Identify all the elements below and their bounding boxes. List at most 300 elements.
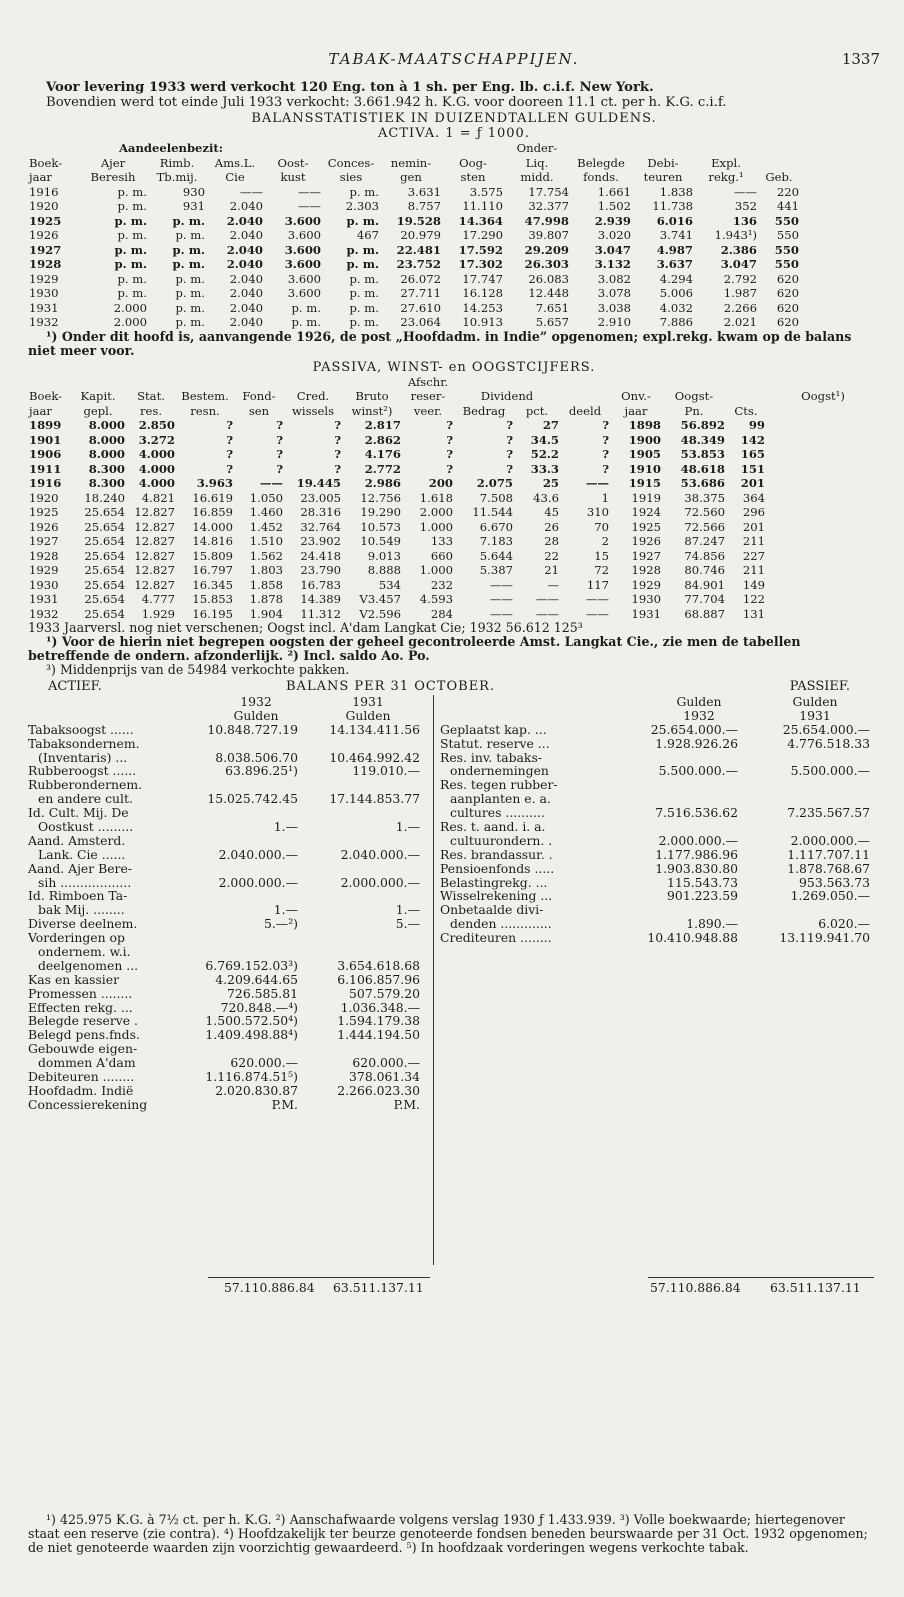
table-cell: 1920 — [29, 199, 59, 213]
balance-value-1931: 5.— — [395, 916, 420, 932]
balance-row — [440, 778, 880, 792]
balance-row — [28, 1001, 430, 1015]
balance-row-label: Belastingrekg. ... — [440, 874, 548, 890]
table-cell: 1930 — [29, 577, 59, 592]
column-header — [694, 141, 758, 156]
balance-row-label: dommen A'dam — [38, 1055, 136, 1071]
table-cell: 2.939 — [594, 213, 631, 228]
table-cell: 25.654 — [84, 505, 125, 519]
balance-row-label: Res. brandassur. . — [440, 846, 553, 862]
table-cell: —— — [585, 592, 609, 606]
table-cell: 5.657 — [535, 315, 569, 329]
table-cell: 23.902 — [300, 534, 341, 548]
table-cell: —— — [489, 592, 513, 606]
balance-divider — [433, 695, 434, 1265]
table-cell: 32.764 — [300, 519, 341, 534]
table-cell: ? — [602, 447, 609, 461]
table-cell: 1915 — [628, 476, 661, 490]
table-cell: p. m. — [349, 184, 379, 199]
table-cell: 25.654 — [84, 519, 125, 534]
table-cell: —— — [535, 606, 559, 621]
table-cell: p. m. — [172, 213, 205, 228]
left-year-1: 1932 — [240, 694, 272, 709]
right-col-units — [440, 695, 880, 709]
table-cell: 15 — [594, 548, 609, 563]
balance-row-label: (Inventaris) ... — [38, 749, 128, 765]
table-cell: 15.853 — [192, 592, 233, 606]
table-cell: 84.901 — [684, 577, 725, 592]
table-cell: ? — [446, 432, 453, 447]
table-cell: p. m. — [117, 184, 147, 199]
table-cell: 1927 — [29, 534, 59, 548]
column-header: deeld — [568, 403, 602, 418]
passiva-note-2: ³) Middenprijs van de 54984 verkochte pakken. — [46, 662, 350, 677]
table-cell: 3.020 — [597, 228, 631, 242]
table-cell: 15.809 — [192, 548, 233, 563]
page — [28, 50, 880, 1555]
table-row — [28, 592, 880, 607]
table-cell: 3.078 — [597, 286, 631, 300]
table-cell: 8.888 — [367, 563, 401, 577]
page-number: 1337 — [841, 50, 880, 68]
table-cell: 3.082 — [597, 271, 631, 286]
balance-row-label: Tabaksondernem. — [28, 735, 140, 751]
table-cell: —— — [535, 592, 559, 606]
balance-row-label: Statut. reserve ... — [440, 735, 550, 751]
table-cell: 136 — [732, 213, 757, 228]
balance-value-1931: 13.119.941.70 — [779, 930, 870, 946]
column-header — [610, 375, 662, 390]
table-cell: 80.746 — [684, 563, 725, 577]
column-header: Cts. — [734, 403, 758, 418]
column-header — [234, 375, 284, 390]
column-header — [800, 141, 880, 156]
column-header: Oogst¹) — [801, 389, 845, 403]
column-header: sen — [248, 403, 270, 418]
table-cell: 620 — [776, 300, 799, 315]
table-cell: 25.654 — [84, 534, 125, 548]
balance-row-label: Id. Cult. Mij. De — [28, 805, 129, 821]
table-cell: 364 — [742, 490, 765, 505]
table-row — [28, 447, 880, 462]
table-cell: 48.349 — [680, 432, 725, 447]
table-cell: ? — [276, 447, 283, 461]
table-cell: ? — [226, 447, 233, 461]
table-cell: 8.300 — [88, 476, 125, 490]
table-cell: 17.754 — [528, 184, 569, 199]
balance-header — [28, 679, 880, 695]
table-cell: 131 — [742, 606, 765, 621]
balance-row-label: deelgenomen ... — [38, 957, 139, 973]
table-cell: 6.670 — [479, 519, 513, 534]
table-cell: 27 — [542, 418, 559, 432]
column-header: Geb. — [765, 170, 793, 184]
balance-row — [440, 820, 880, 834]
balance-row — [28, 820, 430, 834]
table-row — [28, 534, 880, 549]
column-header — [284, 375, 342, 390]
table-cell: 21 — [544, 563, 559, 577]
table-cell: 27.711 — [400, 286, 441, 300]
passiva-title: PASSIVA, WINST- en OOGSTCIJFERS. — [312, 359, 596, 375]
table-row — [28, 199, 880, 214]
table-cell: 27.610 — [400, 300, 441, 315]
table-cell: 23.064 — [400, 315, 441, 329]
balance-row-label: Belegde reserve . — [28, 1013, 138, 1029]
column-header: Ams.L. — [214, 155, 256, 170]
table-cell: 16.195 — [192, 606, 233, 621]
table-cell: 550 — [774, 213, 799, 228]
table-header-row — [28, 156, 880, 171]
table-cell: 1899 — [29, 418, 62, 432]
table-cell: ? — [276, 461, 283, 476]
table-row — [28, 578, 880, 593]
column-header — [570, 141, 632, 156]
table-cell: —— — [297, 184, 321, 199]
table-cell: 52.2 — [530, 447, 559, 461]
table-cell: 17.302 — [458, 257, 503, 271]
column-header: Boek- — [29, 389, 63, 403]
balance-row-label: Hoofdadm. Indië — [28, 1082, 134, 1098]
balance-value-1932: 1.— — [273, 819, 298, 835]
table-cell: 3.600 — [284, 213, 321, 228]
table-cell: 7.183 — [479, 534, 513, 548]
table-cell: 23.752 — [396, 257, 441, 271]
column-header: Bedrag — [462, 403, 506, 418]
table-cell: 2.040 — [229, 271, 263, 286]
table-cell: 70 — [594, 519, 609, 534]
table-cell: 23.790 — [300, 563, 341, 577]
column-header: Conces- — [327, 155, 375, 170]
balance-value-1931: 25.654.000.— — [782, 721, 870, 737]
table-cell: 11.544 — [472, 505, 513, 519]
balance-row — [28, 764, 430, 778]
table-cell: V2.596 — [359, 606, 401, 621]
table-cell: 1.803 — [249, 563, 283, 577]
balance-row — [440, 806, 880, 820]
table-cell: 1929 — [29, 271, 59, 286]
intro-line-2: Bovendien werd tot einde Juli 1933 verkocht: 3.661.942 h. K.G. voor dooreen 11.1 ct. per h. K.G. c.i.f. — [46, 95, 727, 110]
table-header-row — [28, 375, 880, 390]
table-cell: 201 — [742, 519, 765, 534]
column-header: Onv.- — [621, 389, 651, 403]
balance-row — [28, 723, 430, 737]
column-header: kust — [280, 170, 306, 184]
column-header: gen — [400, 170, 422, 184]
table-cell: 2.910 — [597, 315, 631, 329]
table-row — [28, 301, 880, 316]
column-header: Ajer — [100, 155, 126, 170]
table-cell: 53.686 — [680, 476, 725, 490]
table-cell: 1.929 — [141, 606, 175, 621]
table-cell: 1.987 — [723, 286, 757, 300]
left-col-units — [28, 709, 430, 723]
column-header: Bruto — [355, 389, 389, 403]
table-cell: 1930 — [631, 592, 661, 606]
table-cell: 352 — [734, 199, 757, 213]
column-header — [442, 141, 504, 156]
column-header — [726, 375, 766, 390]
balance-row — [440, 737, 880, 751]
table-cell: 7.651 — [535, 300, 569, 315]
balance-value-1931: 2.040.000.— — [340, 846, 420, 862]
table-cell: 2.986 — [364, 476, 401, 490]
table-cell: p. m. — [175, 271, 205, 286]
table-cell: 2.000 — [113, 315, 147, 329]
table-cell: 24.418 — [300, 548, 341, 563]
table-cell: 11.312 — [300, 606, 341, 621]
balance-value-1932: 1.928.926.26 — [655, 735, 738, 751]
balance-row-label: Lank. Cie ...... — [38, 846, 126, 862]
table-cell: 534 — [378, 577, 401, 592]
table-cell: 620 — [776, 315, 799, 329]
table-cell: 2.040 — [229, 199, 263, 213]
table-cell: ? — [602, 461, 609, 476]
table-row — [28, 418, 880, 433]
table-cell: 1.000 — [419, 519, 453, 534]
table-cell: ? — [446, 418, 453, 432]
balance-row-label: Aand. Ajer Bere- — [28, 860, 132, 876]
table-cell: 56.892 — [680, 418, 725, 432]
table-cell: 620 — [776, 271, 799, 286]
table-row — [28, 563, 880, 578]
left-total-1932: 57.110.886.84 — [224, 1280, 315, 1295]
table-cell: 1925 — [29, 213, 62, 228]
table-cell: 211 — [742, 534, 765, 548]
balance-value-1931: 6.020.— — [818, 916, 870, 932]
balance-row — [28, 931, 430, 945]
balance-value-1932: 901.223.59 — [667, 888, 738, 904]
balance-value-1932: 4.209.644.65 — [215, 971, 298, 987]
table-cell: —— — [733, 184, 757, 199]
balance-value-1932: P.M. — [271, 1096, 298, 1112]
table-cell: 10.549 — [360, 534, 401, 548]
column-header: wissels — [291, 403, 335, 418]
balance-value-1932: 620.000.— — [230, 1055, 298, 1071]
table-cell: 72.560 — [684, 505, 725, 519]
balance-row — [28, 737, 430, 751]
table-cell: 2 — [601, 534, 609, 548]
table-cell: 117 — [586, 577, 609, 592]
activa-table — [28, 141, 880, 330]
table-cell: 149 — [742, 577, 765, 592]
table-cell: 17.592 — [458, 242, 503, 257]
table-cell: 3.600 — [287, 286, 321, 300]
table-cell: 142 — [740, 432, 765, 447]
table-cell: 19.528 — [396, 213, 441, 228]
table-cell: 930 — [182, 184, 205, 199]
table-row — [28, 462, 880, 477]
table-cell: 2.040 — [226, 242, 263, 257]
table-row — [28, 228, 880, 243]
table-cell: 1928 — [29, 257, 62, 271]
balance-row — [440, 723, 880, 737]
table-cell: 10.913 — [462, 315, 503, 329]
table-cell: 4.987 — [656, 242, 693, 257]
column-header: Liq. — [525, 155, 549, 170]
balance-title: BALANS PER 31 OCTOBER. — [286, 679, 496, 694]
table-cell: 201 — [740, 476, 765, 490]
column-header: sies — [339, 170, 363, 184]
column-header: Oogst- — [674, 389, 714, 403]
table-cell: 20.979 — [400, 228, 441, 242]
table-cell: 3.600 — [287, 228, 321, 242]
balance-value-1932: 5.500.000.— — [658, 763, 738, 779]
stat-title: BALANSSTATISTIEK IN DUIZENDTALLEN GULDENS. — [251, 111, 657, 126]
column-header — [322, 141, 380, 156]
balance-row-label: Id. Rimboen Ta- — [28, 888, 128, 904]
table-cell: 4.176 — [364, 447, 401, 461]
column-header — [726, 389, 766, 404]
table-cell: 1 — [601, 490, 609, 505]
balance-value-1932: 8.038.506.70 — [215, 749, 298, 765]
table-cell: 2.040 — [226, 213, 263, 228]
table-cell: 550 — [774, 242, 799, 257]
table-cell: 1926 — [631, 534, 661, 548]
table-cell: 77.704 — [684, 592, 725, 606]
table-cell: 26.303 — [524, 257, 569, 271]
table-cell: 227 — [742, 548, 765, 563]
table-cell: 18.240 — [84, 490, 125, 505]
column-header: fonds. — [583, 170, 619, 184]
table-cell: 660 — [430, 548, 453, 563]
table-row — [28, 505, 880, 520]
table-cell: 1930 — [29, 286, 59, 300]
table-cell: —— — [585, 606, 609, 621]
balance-row-label: Kas en kassier — [28, 971, 120, 987]
balance-row — [28, 751, 430, 765]
column-header: Fond- — [242, 389, 276, 403]
table-cell: 8.000 — [88, 418, 125, 432]
table-cell: 1910 — [628, 461, 661, 476]
table-cell: 14.389 — [300, 592, 341, 606]
table-cell: 1927 — [631, 548, 661, 563]
table-cell: 550 — [776, 228, 799, 242]
column-header — [342, 375, 402, 390]
table-cell: 1928 — [631, 563, 661, 577]
table-cell: —— — [489, 606, 513, 621]
table-cell: —— — [259, 476, 283, 490]
table-cell: —— — [239, 184, 263, 199]
table-cell: 2.040 — [226, 257, 263, 271]
table-cell: V3.457 — [359, 592, 401, 606]
table-cell: 25.654 — [84, 563, 125, 577]
table-cell: 25.654 — [84, 577, 125, 592]
balance-row — [28, 1028, 430, 1042]
table-cell: 28 — [544, 534, 559, 548]
passiva-table — [28, 375, 880, 622]
column-header: Belegde — [577, 155, 625, 170]
right-total-rule — [648, 1277, 874, 1278]
balance-value-1932: 1.903.830.80 — [655, 860, 738, 876]
column-header — [758, 156, 800, 171]
column-header — [28, 375, 70, 390]
table-cell: 3.600 — [284, 257, 321, 271]
column-header: jaar — [29, 403, 52, 418]
balance-row-label: Aand. Amsterd. — [28, 832, 126, 848]
column-header: jaar — [624, 403, 648, 418]
table-cell: 16.783 — [300, 577, 341, 592]
balance-row-label: Geplaatst kap. ... — [440, 721, 547, 737]
activa-note: ¹) Onder dit hoofd is, aanvangende 1926, de post „Hoofdadm. in Indie” opgenomen; expl.rekg. kwam op de balans niet meer voor. — [28, 328, 852, 358]
column-header: resn. — [190, 403, 220, 418]
left-year-2: 1931 — [352, 694, 384, 709]
balance-row — [28, 1070, 430, 1084]
table-cell: 26.083 — [528, 271, 569, 286]
activa-title: ACTIVA. 1 = ƒ 1000. — [378, 126, 530, 141]
table-cell: 3.631 — [407, 184, 441, 199]
table-row — [28, 214, 880, 229]
balance-value-1932: 1.409.498.88⁴) — [205, 1027, 298, 1043]
table-cell: 2.266 — [723, 300, 757, 315]
table-row — [28, 520, 880, 535]
balance-value-1931: 7.235.567.57 — [787, 805, 870, 821]
balance-left — [28, 695, 430, 1112]
table-cell: 19.290 — [360, 505, 401, 519]
column-header: veer. — [413, 403, 443, 418]
balance-row — [28, 1084, 430, 1098]
balance-value-1931: 1.594.179.38 — [337, 1013, 420, 1029]
table-cell: 1.943¹) — [714, 228, 757, 242]
table-cell: p. m. — [114, 242, 147, 257]
column-header — [176, 375, 234, 390]
balance-value-1932: 720.848.—⁴) — [220, 999, 298, 1015]
balance-row-label: Wisselrekening ... — [440, 888, 553, 904]
table-cell: 3.132 — [594, 257, 631, 271]
table-cell: 1.618 — [419, 490, 453, 505]
balance-row-label: bak Mij. ........ — [38, 902, 125, 918]
table-cell: 1916 — [29, 184, 59, 199]
table-cell: 33.3 — [530, 461, 559, 476]
balance-value-1931: 1.117.707.11 — [787, 846, 870, 862]
balance-value-1931: 3.654.618.68 — [337, 957, 420, 973]
table-cell: 26.072 — [400, 271, 441, 286]
table-cell: 25.654 — [84, 606, 125, 621]
table-cell: 3.047 — [720, 257, 757, 271]
table-cell: 2.040 — [229, 228, 263, 242]
table-cell: 310 — [586, 505, 609, 519]
table-row — [28, 476, 880, 491]
table-cell: 133 — [430, 534, 453, 548]
table-cell: 22.481 — [396, 242, 441, 257]
table-cell: p. m. — [291, 315, 321, 329]
left-col-years — [28, 695, 430, 709]
table-cell: p. m. — [291, 300, 321, 315]
balance-row — [440, 931, 880, 945]
table-cell: 12.827 — [134, 534, 175, 548]
table-cell: 38.375 — [684, 490, 725, 505]
table-row — [28, 549, 880, 564]
balance-row-label: Pensioenfonds ..... — [440, 860, 555, 876]
table-cell: ? — [226, 461, 233, 476]
intro-line-1: Voor levering 1933 werd verkocht 120 Eng. ton à 1 sh. per Eng. lb. c.i.f. New York. — [46, 80, 654, 95]
column-header: Afschr. — [407, 374, 449, 389]
table-cell: 1.904 — [249, 606, 283, 621]
table-cell: ? — [506, 447, 513, 461]
table-cell: 284 — [430, 606, 453, 621]
table-cell: 12.827 — [134, 548, 175, 563]
balance-sheet — [28, 679, 880, 1315]
balance-row-label: cultures .......... — [450, 805, 545, 821]
table-cell: p. m. — [346, 242, 379, 257]
balance-value-1931: 1.878.768.67 — [787, 860, 870, 876]
table-cell: ? — [506, 418, 513, 432]
column-header — [662, 375, 726, 390]
table-cell: 25.654 — [84, 548, 125, 563]
balance-value-1931: 2.000.000.— — [790, 832, 870, 848]
balance-row-label: ondernemingen — [450, 763, 549, 779]
balance-value-1932: 1.177.986.96 — [655, 846, 738, 862]
